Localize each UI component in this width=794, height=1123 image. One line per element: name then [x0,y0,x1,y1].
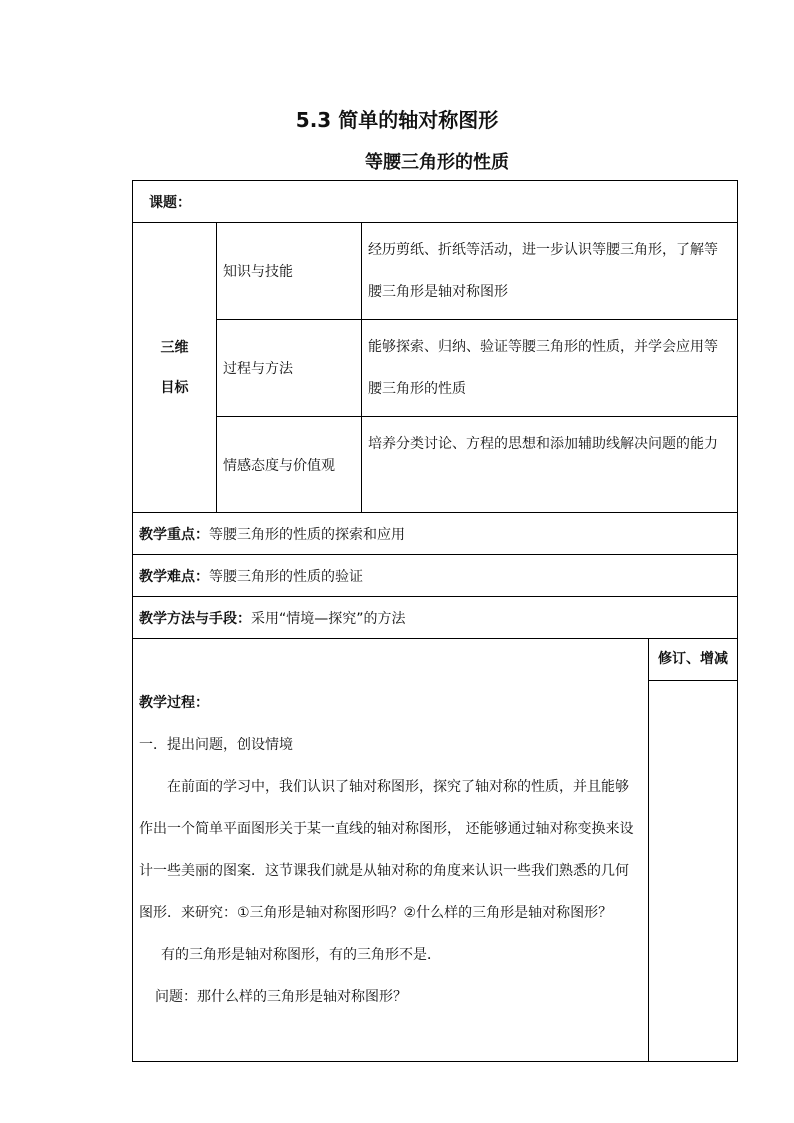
method-cell [133,597,738,639]
objective-row [133,417,738,513]
process-paragraph: 在前面的学习中，我们认识了轴对称图形，探究了轴对称的性质，并且能够作出一个简单平面图形关于某一直线的轴对称图形， 还能够通过轴对称变换来设计一些美丽的图案．这节课我们就是从轴对称的角度来认识一些我们熟悉的几何图形．来研究：①三角形是轴对称图形吗？②什么样的三角形是轴对称图形？ [139,779,634,921]
revision-header: 修订、增减 [649,639,737,681]
objective-description: 能够探索、归纳、验证等腰三角形的性质，并学会应用等腰三角形的性质 [362,320,738,417]
key-point-cell [133,513,738,555]
key-point-row [133,513,738,555]
method-value: 采用“情境—探究”的方法 [251,610,406,627]
objective-category: 过程与方法 [217,320,362,417]
difficulty-label: 教学难点： [139,568,209,585]
objectives-label-line2: 目标 [160,379,189,396]
topic-row [133,181,738,223]
objectives-label [133,223,217,513]
process-paragraph: 问题：那什么样的三角形是轴对称图形？ [155,989,407,1005]
process-row [133,639,738,1062]
objective-row [133,223,738,320]
objective-description: 经历剪纸、折纸等活动，进一步认识等腰三角形，了解等腰三角形是轴对称图形 [362,223,738,320]
objective-category: 知识与技能 [217,223,362,320]
difficulty-cell [133,555,738,597]
objective-category: 情感态度与价值观 [217,417,362,513]
method-label: 教学方法与手段： [139,610,251,627]
difficulty-value: 等腰三角形的性质的验证 [209,568,363,585]
topic-label: 课题： [133,181,738,223]
process-cell [133,639,649,1062]
revision-column [649,639,738,1062]
document-title: 5.3 简单的轴对称图形 [295,108,499,132]
process-section-heading: 一．提出问题，创设情境 [139,737,293,753]
objectives-label-line1: 三维 [160,339,189,356]
method-row [133,597,738,639]
difficulty-row [133,555,738,597]
process-paragraph: 有的三角形是轴对称图形，有的三角形不是． [161,947,441,963]
key-point-label: 教学重点： [139,526,209,543]
lesson-plan-table [132,180,738,1062]
objective-description: 培养分类讨论、方程的思想和添加辅助线解决问题的能力 [362,417,738,513]
document-subtitle: 等腰三角形的性质 [365,152,509,173]
key-point-value: 等腰三角形的性质的探索和应用 [209,526,405,543]
process-title: 教学过程： [139,695,209,711]
objective-row [133,320,738,417]
